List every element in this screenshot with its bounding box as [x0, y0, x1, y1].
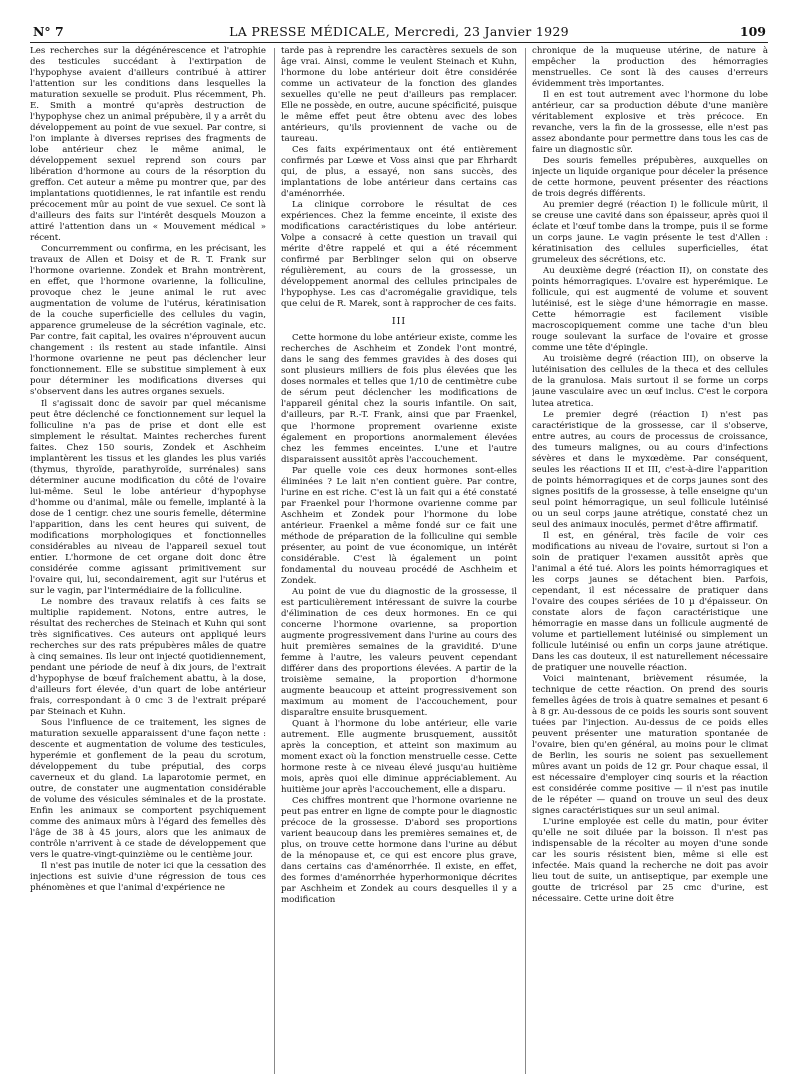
paragraph: Ces faits expérimentaux ont été entièrement confirmés par Lœwe et Voss ainsi que par Ehrhardt qui, de plus, a essayé, non sans succès, des implantations de lobe antérieur dans certains cas d'aménorrhée. — [281, 145, 517, 200]
paragraph: Au premier degré (réaction I) le follicule mûrit, il se creuse une cavité dans son épaisseur, après quoi il éclate et l'œuf tombe dans la trompe, puis il se forme un corps jaune. Le vagin présente le test d'Allen : kératinisation des cellules superficielles, état grumeleux des sécrétions, etc. — [532, 200, 768, 266]
paragraph: L'urine employée est celle du matin, pour éviter qu'elle ne soit diluée par la boisson. Il n'est pas indispensable de la récolter au moyen d'une sonde car les souris résistent bien, même si elle est infectée. Mais quand la recherche ne doit pas avoir lieu tout de suite, un antiseptique, par exemple une goutte de tricrésol par 25 cmc d'urine, est nécessaire. Cette urine doit être — [532, 817, 768, 905]
paragraph: Au point de vue du diagnostic de la grossesse, il est particulièrement intéressant de suivre la courbe d'élimination de ces deux hormones. En ce qui concerne l'hormone ovarienne, sa proportion augmente progressivement dans l'urine au cours des huit premières semaines de la gravidité. D'une femme à l'autre, les valeurs peuvent cependant différer dans des proportions élevées. A partir de la troisième semaine, la proportion d'hormone augmente beaucoup et atteint progressivement son maximum au moment de l'accouchement, pour disparaître ensuite brusquement. — [281, 586, 517, 718]
paragraph: Par quelle voie ces deux hormones sont-elles éliminées ? Le lait n'en contient guère. Par contre, l'urine en est riche. C'est là un fait qui a été constaté par Fraenkel pour l'hormone ovarienne comme par Aschheim et Zondek pour l'hormone du lobe antérieur. Fraenkel a même fondé sur ce fait une méthode de préparation de la folliculine qui semble présenter, au point de vue économique, un intérêt considérable. C'est là également un point fondamental du nouveau procédé de Aschheim et Zondek. — [281, 465, 517, 586]
issue-number: N° 7 — [33, 24, 64, 39]
paragraph: Ces chiffres montrent que l'hormone ovarienne ne peut pas entrer en ligne de compte pour le diagnostic précoce de la grossesse. D'abord ses proportions varient beaucoup dans les premières semaines et, de plus, on trouve cette hormone dans l'urine au début de la ménopause et, ce qui est encore plus grave, dans certains cas d'aménorrhée. Il existe, en effet, des formes d'aménorrhée hyperhormonique décrites par Aschheim et Zondek au cours desquelles il y a modification — [281, 796, 517, 906]
column-divider — [525, 48, 526, 1074]
paragraph: Le nombre des travaux relatifs à ces faits se multiplie rapidement. Notons, entre autres, le résultat des recherches de Steinach et Kuhn qui sont très significatives. Ces auteurs ont appliqué leurs recherches sur des rats prépubères mâles de quatre à cinq semaines. Ils leur ont injecté quotidiennement, pendant une période de neuf à dix jours, de l'extrait d'hypophyse de bœuf fraîchement abattu, à la dose, d'ailleurs fort élevée, d'un quart de lobe antérieur frais, correspondant à 0 cmc 3 de l'extrait préparé par Steinach et Kuhn. — [30, 596, 266, 717]
page-number: 109 — [739, 24, 766, 39]
paragraph: Au troisième degré (réaction III), on observe la lutéinisation des cellules de la theca et des cellules de la granulosa. Mais surtout il se forme un corps jaune vasculaire avec un œuf inclus. C'est le corpora lutea atretica. — [532, 354, 768, 409]
paragraph: chronique de la muqueuse utérine, de nature à empêcher la production des hémorragies menstruelles. Ce sont là des causes d'erreurs évidemment très importantes. — [532, 46, 768, 90]
page-header — [30, 20, 768, 43]
paragraph: Cette hormone du lobe antérieur existe, comme les recherches de Aschheim et Zondek l'ont montré, dans le sang des femmes gravides à des doses qui sont plusieurs milliers de fois plus élevées que les doses normales et telles que 1/10 de centimètre cube de sérum peut déclencher les modifications de l'appareil génital chez la souris infantile. On sait, d'ailleurs, par R.-T. Frank, ainsi que par Fraenkel, que l'hormone proprement ovarienne existe également en proportions anormalement élevées chez les femmes enceintes. L'une et l'autre disparaissent aussitôt après l'accouchement. — [281, 333, 517, 465]
paragraph: Au deuxième degré (réaction II), on constate des points hémorragiques. L'ovaire est hyperémique. Le follicule, qui est augmenté de volume et souvent lutéinisé, est le siège d'une hémorragie en masse. Cette hémorragie est facilement visible macroscopiquement comme une tache d'un bleu rouge soulevant la surface de l'ovaire et grosse comme une tête d'épingle. — [532, 266, 768, 354]
section-heading: III — [391, 316, 407, 328]
paragraph: Il n'est pas inutile de noter ici que la cessation des injections est suivie d'une régression de tous ces phénomènes et que l'animal d'expérience ne — [30, 861, 266, 894]
paragraph: Voici maintenant, brièvement résumée, la technique de cette réaction. On prend des souris femelles âgées de trois à quatre semaines et pesant 6 à 8 gr. Au-dessous de ce poids les souris sont souvent tuées par l'injection. Au-dessus de ce poids elles peuvent présenter une maturation spontanée de l'ovaire, bien qu'en général, au moins pour le climat de Berlin, les souris ne soient pas sexuellement mûres avant un poids de 12 gr. Pour chaque essai, il est nécessaire d'employer cinq souris et la réaction est considérée comme positive — il n'est pas inutile de le répéter — quand on trouve un seul des deux signes caractéristiques sur un seul animal. — [532, 673, 768, 817]
paragraph: Il en est tout autrement avec l'hormone du lobe antérieur, car sa production débute d'une manière véritablement explosive et très précoce. En revanche, vers la fin de la grossesse, elle n'est pas assez abondante pour permettre dans tous les cas de faire un diagnostic sûr. — [532, 90, 768, 156]
journal-page — [30, 20, 768, 1074]
paragraph: Il est, en général, très facile de voir ces modifications au niveau de l'ovaire, surtout si l'on a soin de pratiquer l'examen aussitôt après que l'animal a été tué. Alors les points hémorragiques et les corps jaunes se détachent bien. Parfois, cependant, il est nécessaire de pratiquer dans l'ovaire des coupes sériées de 10 µ d'épaisseur. On constate alors de façon caractéristique une hémorragie en masse dans un follicule augmenté de volume et partiellement lutéinisé ou simplement un follicule lutéinisé ou enfin un corps jaune atrétique. Dans les cas douteux, il est naturellement nécessaire de pratiquer une nouvelle réaction. — [532, 530, 768, 673]
column-2 — [281, 46, 517, 1074]
journal-title: LA PRESSE MÉDICALE, Mercredi, 23 Janvier 1929 — [229, 24, 569, 39]
paragraph: Il s'agissait donc de savoir par quel mécanisme peut être déclenché ce fonctionnement sur lequel la folliculine n'a pas de prise et dont elle est simplement le résultat. Maintes recherches furent faites. Chez 150 souris, Zondek et Aschheim implantèrent les tissus et les glandes les plus variés (thymus, thyroïde, parathyroïde, surrénales) sans déterminer aucune modification du côté de l'ovaire lui-même. Seul le lobe antérieur d'hypophyse d'homme ou d'animal, mâle ou femelle, implanté à la dose de 1 centigr. chez une souris femelle, détermine l'apparition, dans les cent heures qui suivent, de modifications morphologiques et fonctionnelles considérables au niveau de l'appareil sexuel tout entier. L'hormone de cet organe doit donc être considérée comme agissant primitivement sur l'ovaire qui, lui, secondairement, agit sur l'utérus et sur le vagin, par l'intermédiaire de la folliculine. — [30, 398, 266, 596]
column-3 — [532, 46, 768, 1074]
paragraph: Concurremment ou confirma, en les précisant, les travaux de Allen et Doisy et de R. T. Frank sur l'hormone ovarienne. Zondek et Brahn montrèrent, en effet, que l'hormone ovarienne, la folliculine, provoque chez le jeune animal le rut avec augmentation de volume de l'utérus, kératinisation de la couche superficielle des cellules du vagin, apparence grumeleuse de la sécrétion vaginale, etc. Par contre, fait capital, les ovaires n'éprouvent aucun changement : ils restent au stade infantile. Ainsi l'hormone ovarienne ne peut pas déclencher leur fonctionnement. Elle se substitue simplement à eux pour déterminer les modifications diverses qui s'observent dans les autres organes sexuels. — [30, 244, 266, 398]
paragraph: tarde pas à reprendre les caractères sexuels de son âge vrai. Ainsi, comme le veulent Steinach et Kuhn, l'hormone du lobe antérieur doit être considérée comme un activateur de la fonction des glandes sexuelles qu'elle ne peut d'ailleurs pas remplacer. Elle ne possède, en outre, aucune spécificité, puisque le même effet peut être obtenu avec des lobes antérieurs, qu'ils proviennent de vache ou de taureau. — [281, 46, 517, 145]
paragraph: La clinique corrobore le résultat de ces expériences. Chez la femme enceinte, il existe des modifications caractéristiques du lobe antérieur. Volpe a consacré à cette question un travail qui mérite d'être rappelé et qui a été récemment confirmé par Berblinger selon qui on observe régulièrement, au cours de la grossesse, un développement anormal des cellules principales de l'hypophyse. Les cas d'acromégalie gravidique, tels que celui de R. Marek, sont à rapprocher de ces faits. — [281, 200, 517, 310]
text-columns — [30, 46, 768, 1074]
paragraph: Le premier degré (réaction I) n'est pas caractéristique de la grossesse, car il s'observe, entre autres, au cours de processus de croissance, des tumeurs malignes, ou au cours d'infections sévères et dans le myxœdème. Par conséquent, seules les réactions II et III, c'est-à-dire l'apparition de points hémorragiques et de corps jaunes sont des signes positifs de la grossesse, à telle enseigne qu'un seul point hémorragique, un seul follicule lutéinisé ou un seul corps jaune atrétique, constaté chez un seul des animaux inoculés, permet d'être affirmatif. — [532, 409, 768, 530]
paragraph: Quant à l'hormone du lobe antérieur, elle varie autrement. Elle augmente brusquement, aussitôt après la conception, et atteint son maximum au moment exact où la fonction menstruelle cesse. Cette hormone reste à ce niveau élevé jusqu'au huitième mois, après quoi elle diminue appréciablement. Au huitième jour après l'accouchement, elle a disparu. — [281, 718, 517, 796]
paragraph: Les recherches sur la dégénérescence et l'atrophie des testicules succédant à l'extirpation de l'hypophyse avaient d'ailleurs contribué à attirer l'attention sur les conditions dans lesquelles la maturation sexuelle se produit. Plus récemment, Ph. E. Smith a montré qu'après destruction de l'hypophyse chez un animal prépubère, il y a arrêt du développement au point de vue sexuel. Par contre, si l'on implante à diverses reprises des fragments de lobe antérieur chez le même animal, le développement sexuel reprend son cours par libération d'hormone au cours de la résorption du greffon. Cet auteur a même pu montrer que, par des implantations quotidiennes, le rat infantile est rendu précocement mûr au point de vue sexuel. Ce sont là d'ailleurs des faits sur l'intérêt desquels Mouzon a attiré l'attention dans un « Mouvement médical » récent. — [30, 46, 266, 244]
column-1 — [30, 46, 266, 1074]
column-divider — [274, 48, 275, 1074]
paragraph: Des souris femelles prépubères, auxquelles on injecte un liquide organique pour déceler la présence de cette hormone, peuvent présenter des réactions de trois degrés différents. — [532, 156, 768, 200]
paragraph: Sous l'influence de ce traitement, les signes de maturation sexuelle apparaissent d'une façon nette : descente et augmentation de volume des testicules, hyperémie et gonflement de la peau du scrotum, développement du tube préputial, des corps caverneux et du gland. La laparotomie permet, en outre, de constater une augmentation considérable de volume des vésicules séminales et de la prostate. Enfin les animaux se comportent psychiquement comme des animaux mûrs à l'égard des femelles dès l'âge de 38 à 45 jours, alors que les animaux de contrôle n'arrivent à ce stade de développement que vers le quatre-vingt-quinzième ou le centième jour. — [30, 717, 266, 861]
